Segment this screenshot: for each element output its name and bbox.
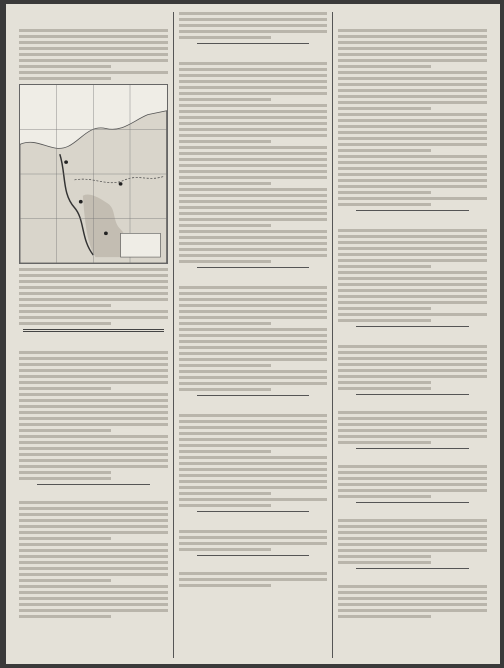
article-separator bbox=[197, 395, 310, 396]
article-separator bbox=[23, 329, 164, 332]
article-heading bbox=[179, 559, 328, 570]
text-line-placeholder bbox=[338, 125, 487, 128]
text-line-placeholder bbox=[19, 405, 168, 408]
text-placeholder bbox=[19, 268, 168, 325]
text-line-placeholder bbox=[19, 561, 168, 564]
text-line-placeholder bbox=[19, 369, 168, 372]
text-line-placeholder bbox=[19, 501, 168, 504]
text-placeholder bbox=[338, 345, 487, 390]
text-line-placeholder bbox=[338, 319, 430, 322]
text-line-placeholder bbox=[19, 519, 168, 522]
text-line-placeholder bbox=[179, 382, 328, 385]
text-line-placeholder bbox=[338, 89, 487, 92]
text-line-placeholder bbox=[19, 286, 168, 289]
text-line-placeholder bbox=[338, 241, 487, 244]
article-separator bbox=[197, 267, 310, 268]
text-line-placeholder bbox=[338, 441, 430, 444]
text-line-placeholder bbox=[179, 218, 328, 221]
text-line-placeholder bbox=[179, 146, 328, 149]
article-heading bbox=[179, 271, 328, 284]
text-line-placeholder bbox=[19, 322, 111, 325]
text-line-placeholder bbox=[338, 53, 487, 56]
text-line-placeholder bbox=[338, 203, 430, 206]
article-heading bbox=[19, 488, 168, 499]
text-line-placeholder bbox=[338, 253, 487, 256]
text-line-placeholder bbox=[338, 603, 487, 606]
text-line-placeholder bbox=[19, 65, 111, 68]
article-heading bbox=[338, 398, 487, 409]
text-line-placeholder bbox=[179, 492, 271, 495]
text-line-placeholder bbox=[179, 128, 328, 131]
text-line-placeholder bbox=[19, 280, 168, 283]
text-placeholder bbox=[179, 414, 328, 507]
text-line-placeholder bbox=[338, 265, 430, 268]
text-line-placeholder bbox=[179, 584, 271, 587]
text-line-placeholder bbox=[179, 388, 271, 391]
text-placeholder bbox=[338, 465, 487, 498]
article bbox=[19, 268, 168, 325]
text-placeholder bbox=[19, 29, 168, 80]
text-line-placeholder bbox=[338, 597, 487, 600]
text-line-placeholder bbox=[338, 495, 430, 498]
text-line-placeholder bbox=[338, 71, 487, 74]
column-left bbox=[14, 12, 173, 658]
text-line-placeholder bbox=[19, 292, 168, 295]
text-line-placeholder bbox=[338, 35, 487, 38]
article bbox=[338, 398, 487, 444]
text-line-placeholder bbox=[19, 411, 168, 414]
text-line-placeholder bbox=[19, 447, 168, 450]
text-line-placeholder bbox=[179, 254, 328, 257]
text-line-placeholder bbox=[338, 95, 487, 98]
text-line-placeholder bbox=[179, 62, 328, 65]
text-line-placeholder bbox=[338, 387, 430, 390]
text-line-placeholder bbox=[19, 357, 168, 360]
text-line-placeholder bbox=[338, 143, 487, 146]
text-line-placeholder bbox=[19, 316, 168, 319]
article-separator bbox=[356, 394, 469, 395]
text-line-placeholder bbox=[179, 504, 271, 507]
text-line-placeholder bbox=[179, 322, 271, 325]
text-line-placeholder bbox=[338, 161, 487, 164]
text-line-placeholder bbox=[338, 185, 487, 188]
text-line-placeholder bbox=[19, 525, 168, 528]
text-line-placeholder bbox=[19, 549, 168, 552]
text-line-placeholder bbox=[338, 29, 487, 32]
map-figure bbox=[19, 84, 168, 264]
text-line-placeholder bbox=[19, 435, 168, 438]
text-line-placeholder bbox=[338, 555, 430, 558]
text-line-placeholder bbox=[179, 104, 328, 107]
text-line-placeholder bbox=[179, 414, 328, 417]
text-line-placeholder bbox=[338, 531, 487, 534]
text-line-placeholder bbox=[338, 609, 487, 612]
text-line-placeholder bbox=[338, 471, 487, 474]
text-line-placeholder bbox=[19, 53, 168, 56]
text-line-placeholder bbox=[338, 369, 487, 372]
text-line-placeholder bbox=[19, 35, 168, 38]
text-line-placeholder bbox=[19, 304, 111, 307]
text-placeholder bbox=[338, 585, 487, 618]
text-line-placeholder bbox=[19, 465, 168, 468]
text-line-placeholder bbox=[19, 609, 168, 612]
article bbox=[338, 330, 487, 390]
text-line-placeholder bbox=[338, 277, 487, 280]
text-line-placeholder bbox=[19, 459, 168, 462]
text-line-placeholder bbox=[19, 310, 168, 313]
article-heading bbox=[338, 330, 487, 343]
text-line-placeholder bbox=[338, 47, 487, 50]
text-line-placeholder bbox=[338, 41, 487, 44]
text-line-placeholder bbox=[19, 603, 168, 606]
text-line-placeholder bbox=[179, 212, 328, 215]
text-line-placeholder bbox=[179, 462, 328, 465]
article-heading bbox=[338, 14, 487, 27]
text-placeholder bbox=[179, 62, 328, 263]
text-line-placeholder bbox=[338, 229, 487, 232]
text-line-placeholder bbox=[19, 531, 168, 534]
text-line-placeholder bbox=[338, 247, 487, 250]
text-placeholder bbox=[338, 411, 487, 444]
text-line-placeholder bbox=[19, 351, 168, 354]
text-line-placeholder bbox=[19, 29, 168, 32]
text-line-placeholder bbox=[19, 507, 168, 510]
text-line-placeholder bbox=[179, 432, 328, 435]
text-line-placeholder bbox=[19, 423, 168, 426]
text-line-placeholder bbox=[179, 426, 328, 429]
text-line-placeholder bbox=[19, 298, 168, 301]
text-line-placeholder bbox=[19, 573, 168, 576]
text-line-placeholder bbox=[179, 456, 328, 459]
text-line-placeholder bbox=[338, 615, 430, 618]
text-line-placeholder bbox=[179, 346, 328, 349]
text-line-placeholder bbox=[338, 543, 487, 546]
article bbox=[338, 452, 487, 498]
text-line-placeholder bbox=[338, 113, 487, 116]
text-line-placeholder bbox=[179, 292, 328, 295]
text-line-placeholder bbox=[179, 188, 328, 191]
text-line-placeholder bbox=[179, 140, 271, 143]
text-line-placeholder bbox=[338, 363, 487, 366]
text-line-placeholder bbox=[179, 74, 328, 77]
text-line-placeholder bbox=[179, 230, 328, 233]
article-separator bbox=[197, 43, 310, 44]
text-line-placeholder bbox=[338, 351, 487, 354]
text-line-placeholder bbox=[338, 411, 487, 414]
text-placeholder bbox=[338, 29, 487, 206]
article-separator bbox=[356, 448, 469, 449]
text-line-placeholder bbox=[19, 59, 168, 62]
article bbox=[179, 271, 328, 391]
text-line-placeholder bbox=[179, 242, 328, 245]
text-line-placeholder bbox=[19, 429, 111, 432]
text-line-placeholder bbox=[179, 158, 328, 161]
text-line-placeholder bbox=[338, 465, 487, 468]
text-line-placeholder bbox=[179, 328, 328, 331]
article bbox=[179, 399, 328, 507]
text-line-placeholder bbox=[19, 417, 168, 420]
article-separator bbox=[356, 568, 469, 569]
text-line-placeholder bbox=[179, 480, 328, 483]
text-line-placeholder bbox=[19, 477, 111, 480]
text-line-placeholder bbox=[179, 176, 328, 179]
text-line-placeholder bbox=[179, 468, 328, 471]
article-separator bbox=[197, 511, 310, 512]
text-line-placeholder bbox=[338, 155, 487, 158]
text-line-placeholder bbox=[179, 298, 328, 301]
text-line-placeholder bbox=[338, 59, 487, 62]
text-line-placeholder bbox=[179, 224, 271, 227]
text-line-placeholder bbox=[19, 567, 168, 570]
text-placeholder bbox=[179, 572, 328, 587]
text-line-placeholder bbox=[338, 549, 487, 552]
article-heading bbox=[338, 506, 487, 517]
article-heading bbox=[338, 572, 487, 583]
article bbox=[179, 12, 328, 39]
text-line-placeholder bbox=[338, 519, 487, 522]
text-line-placeholder bbox=[179, 182, 271, 185]
text-line-placeholder bbox=[179, 122, 328, 125]
text-line-placeholder bbox=[338, 107, 430, 110]
text-placeholder bbox=[179, 530, 328, 551]
text-line-placeholder bbox=[338, 137, 487, 140]
text-line-placeholder bbox=[179, 260, 271, 263]
article bbox=[179, 515, 328, 551]
text-placeholder bbox=[19, 501, 168, 618]
text-line-placeholder bbox=[19, 471, 111, 474]
text-line-placeholder bbox=[179, 98, 271, 101]
text-line-placeholder bbox=[338, 477, 487, 480]
article bbox=[19, 336, 168, 480]
text-placeholder bbox=[179, 286, 328, 391]
article bbox=[19, 488, 168, 618]
text-line-placeholder bbox=[338, 173, 487, 176]
text-line-placeholder bbox=[179, 438, 328, 441]
map-illustration bbox=[20, 85, 167, 263]
text-line-placeholder bbox=[338, 235, 487, 238]
text-line-placeholder bbox=[179, 340, 328, 343]
text-line-placeholder bbox=[19, 71, 168, 74]
article-heading bbox=[179, 515, 328, 528]
text-line-placeholder bbox=[179, 572, 328, 575]
text-line-placeholder bbox=[179, 542, 328, 545]
text-line-placeholder bbox=[179, 420, 328, 423]
article-separator bbox=[356, 326, 469, 327]
text-line-placeholder bbox=[179, 352, 328, 355]
text-line-placeholder bbox=[19, 375, 168, 378]
text-line-placeholder bbox=[338, 167, 487, 170]
text-line-placeholder bbox=[179, 152, 328, 155]
text-line-placeholder bbox=[179, 316, 328, 319]
text-line-placeholder bbox=[19, 543, 168, 546]
text-line-placeholder bbox=[179, 110, 328, 113]
text-line-placeholder bbox=[179, 92, 328, 95]
text-line-placeholder bbox=[19, 77, 111, 80]
text-line-placeholder bbox=[338, 435, 487, 438]
text-line-placeholder bbox=[179, 578, 328, 581]
text-line-placeholder bbox=[19, 555, 168, 558]
text-line-placeholder bbox=[179, 310, 328, 313]
article bbox=[338, 572, 487, 618]
newspaper-page bbox=[6, 4, 500, 664]
article bbox=[19, 14, 168, 80]
text-line-placeholder bbox=[179, 498, 328, 501]
column-container bbox=[14, 12, 492, 658]
article-separator bbox=[37, 484, 150, 485]
text-line-placeholder bbox=[19, 393, 168, 396]
text-line-placeholder bbox=[179, 134, 328, 137]
text-line-placeholder bbox=[338, 149, 430, 152]
article-heading bbox=[338, 214, 487, 227]
text-placeholder bbox=[338, 519, 487, 564]
text-line-placeholder bbox=[179, 364, 271, 367]
text-line-placeholder bbox=[179, 68, 328, 71]
text-line-placeholder bbox=[338, 345, 487, 348]
text-line-placeholder bbox=[338, 83, 487, 86]
column-right bbox=[332, 12, 492, 658]
text-line-placeholder bbox=[179, 370, 328, 373]
text-line-placeholder bbox=[19, 381, 168, 384]
text-line-placeholder bbox=[338, 101, 487, 104]
text-line-placeholder bbox=[338, 381, 430, 384]
text-line-placeholder bbox=[179, 194, 328, 197]
article bbox=[338, 14, 487, 206]
text-line-placeholder bbox=[179, 200, 328, 203]
text-line-placeholder bbox=[338, 259, 487, 262]
article bbox=[179, 559, 328, 587]
text-line-placeholder bbox=[338, 307, 430, 310]
text-line-placeholder bbox=[338, 191, 430, 194]
text-line-placeholder bbox=[338, 525, 487, 528]
text-line-placeholder bbox=[338, 131, 487, 134]
text-line-placeholder bbox=[338, 301, 487, 304]
article bbox=[338, 506, 487, 564]
article-separator bbox=[356, 210, 469, 211]
text-line-placeholder bbox=[179, 248, 328, 251]
text-line-placeholder bbox=[19, 268, 168, 271]
text-line-placeholder bbox=[179, 474, 328, 477]
text-line-placeholder bbox=[19, 441, 168, 444]
text-line-placeholder bbox=[19, 387, 111, 390]
text-line-placeholder bbox=[338, 313, 487, 316]
text-line-placeholder bbox=[179, 376, 328, 379]
text-line-placeholder bbox=[338, 417, 487, 420]
article bbox=[179, 47, 328, 263]
text-line-placeholder bbox=[179, 304, 328, 307]
text-line-placeholder bbox=[19, 41, 168, 44]
text-line-placeholder bbox=[179, 536, 328, 539]
text-line-placeholder bbox=[338, 537, 487, 540]
text-line-placeholder bbox=[179, 358, 328, 361]
text-line-placeholder bbox=[338, 77, 487, 80]
article-heading bbox=[179, 399, 328, 412]
text-line-placeholder bbox=[19, 363, 168, 366]
text-line-placeholder bbox=[338, 271, 487, 274]
text-line-placeholder bbox=[19, 579, 111, 582]
text-line-placeholder bbox=[179, 444, 328, 447]
text-line-placeholder bbox=[338, 423, 487, 426]
text-placeholder bbox=[179, 12, 328, 39]
text-line-placeholder bbox=[179, 36, 271, 39]
text-line-placeholder bbox=[19, 274, 168, 277]
column-middle bbox=[173, 12, 333, 658]
text-line-placeholder bbox=[19, 591, 168, 594]
text-line-placeholder bbox=[19, 513, 168, 516]
text-line-placeholder bbox=[179, 164, 328, 167]
text-line-placeholder bbox=[338, 585, 487, 588]
text-line-placeholder bbox=[179, 86, 328, 89]
text-line-placeholder bbox=[338, 283, 487, 286]
article-separator bbox=[356, 502, 469, 503]
text-line-placeholder bbox=[179, 286, 328, 289]
text-line-placeholder bbox=[19, 615, 111, 618]
text-line-placeholder bbox=[179, 486, 328, 489]
text-line-placeholder bbox=[19, 47, 168, 50]
text-line-placeholder bbox=[19, 585, 168, 588]
text-placeholder bbox=[338, 229, 487, 322]
text-line-placeholder bbox=[338, 375, 487, 378]
text-line-placeholder bbox=[179, 170, 328, 173]
text-line-placeholder bbox=[179, 530, 328, 533]
text-line-placeholder bbox=[338, 561, 430, 564]
article bbox=[338, 214, 487, 322]
text-line-placeholder bbox=[338, 429, 487, 432]
article-separator bbox=[197, 555, 310, 556]
text-line-placeholder bbox=[19, 537, 111, 540]
text-line-placeholder bbox=[179, 548, 271, 551]
article-heading bbox=[179, 47, 328, 60]
article-heading bbox=[19, 336, 168, 349]
text-line-placeholder bbox=[179, 24, 328, 27]
text-line-placeholder bbox=[338, 489, 487, 492]
text-line-placeholder bbox=[179, 18, 328, 21]
text-line-placeholder bbox=[179, 80, 328, 83]
article-heading bbox=[19, 14, 168, 27]
text-line-placeholder bbox=[338, 289, 487, 292]
text-line-placeholder bbox=[179, 30, 328, 33]
text-line-placeholder bbox=[338, 357, 487, 360]
text-line-placeholder bbox=[19, 399, 168, 402]
text-line-placeholder bbox=[179, 206, 328, 209]
text-line-placeholder bbox=[179, 236, 328, 239]
article-heading bbox=[338, 452, 487, 463]
text-line-placeholder bbox=[179, 116, 328, 119]
text-line-placeholder bbox=[338, 119, 487, 122]
text-line-placeholder bbox=[19, 453, 168, 456]
text-line-placeholder bbox=[179, 450, 271, 453]
text-line-placeholder bbox=[338, 179, 487, 182]
text-line-placeholder bbox=[338, 483, 487, 486]
text-line-placeholder bbox=[179, 334, 328, 337]
text-placeholder bbox=[19, 351, 168, 480]
text-line-placeholder bbox=[338, 197, 487, 200]
text-line-placeholder bbox=[19, 597, 168, 600]
text-line-placeholder bbox=[179, 12, 328, 15]
text-line-placeholder bbox=[338, 65, 430, 68]
text-line-placeholder bbox=[338, 295, 487, 298]
text-line-placeholder bbox=[338, 591, 487, 594]
